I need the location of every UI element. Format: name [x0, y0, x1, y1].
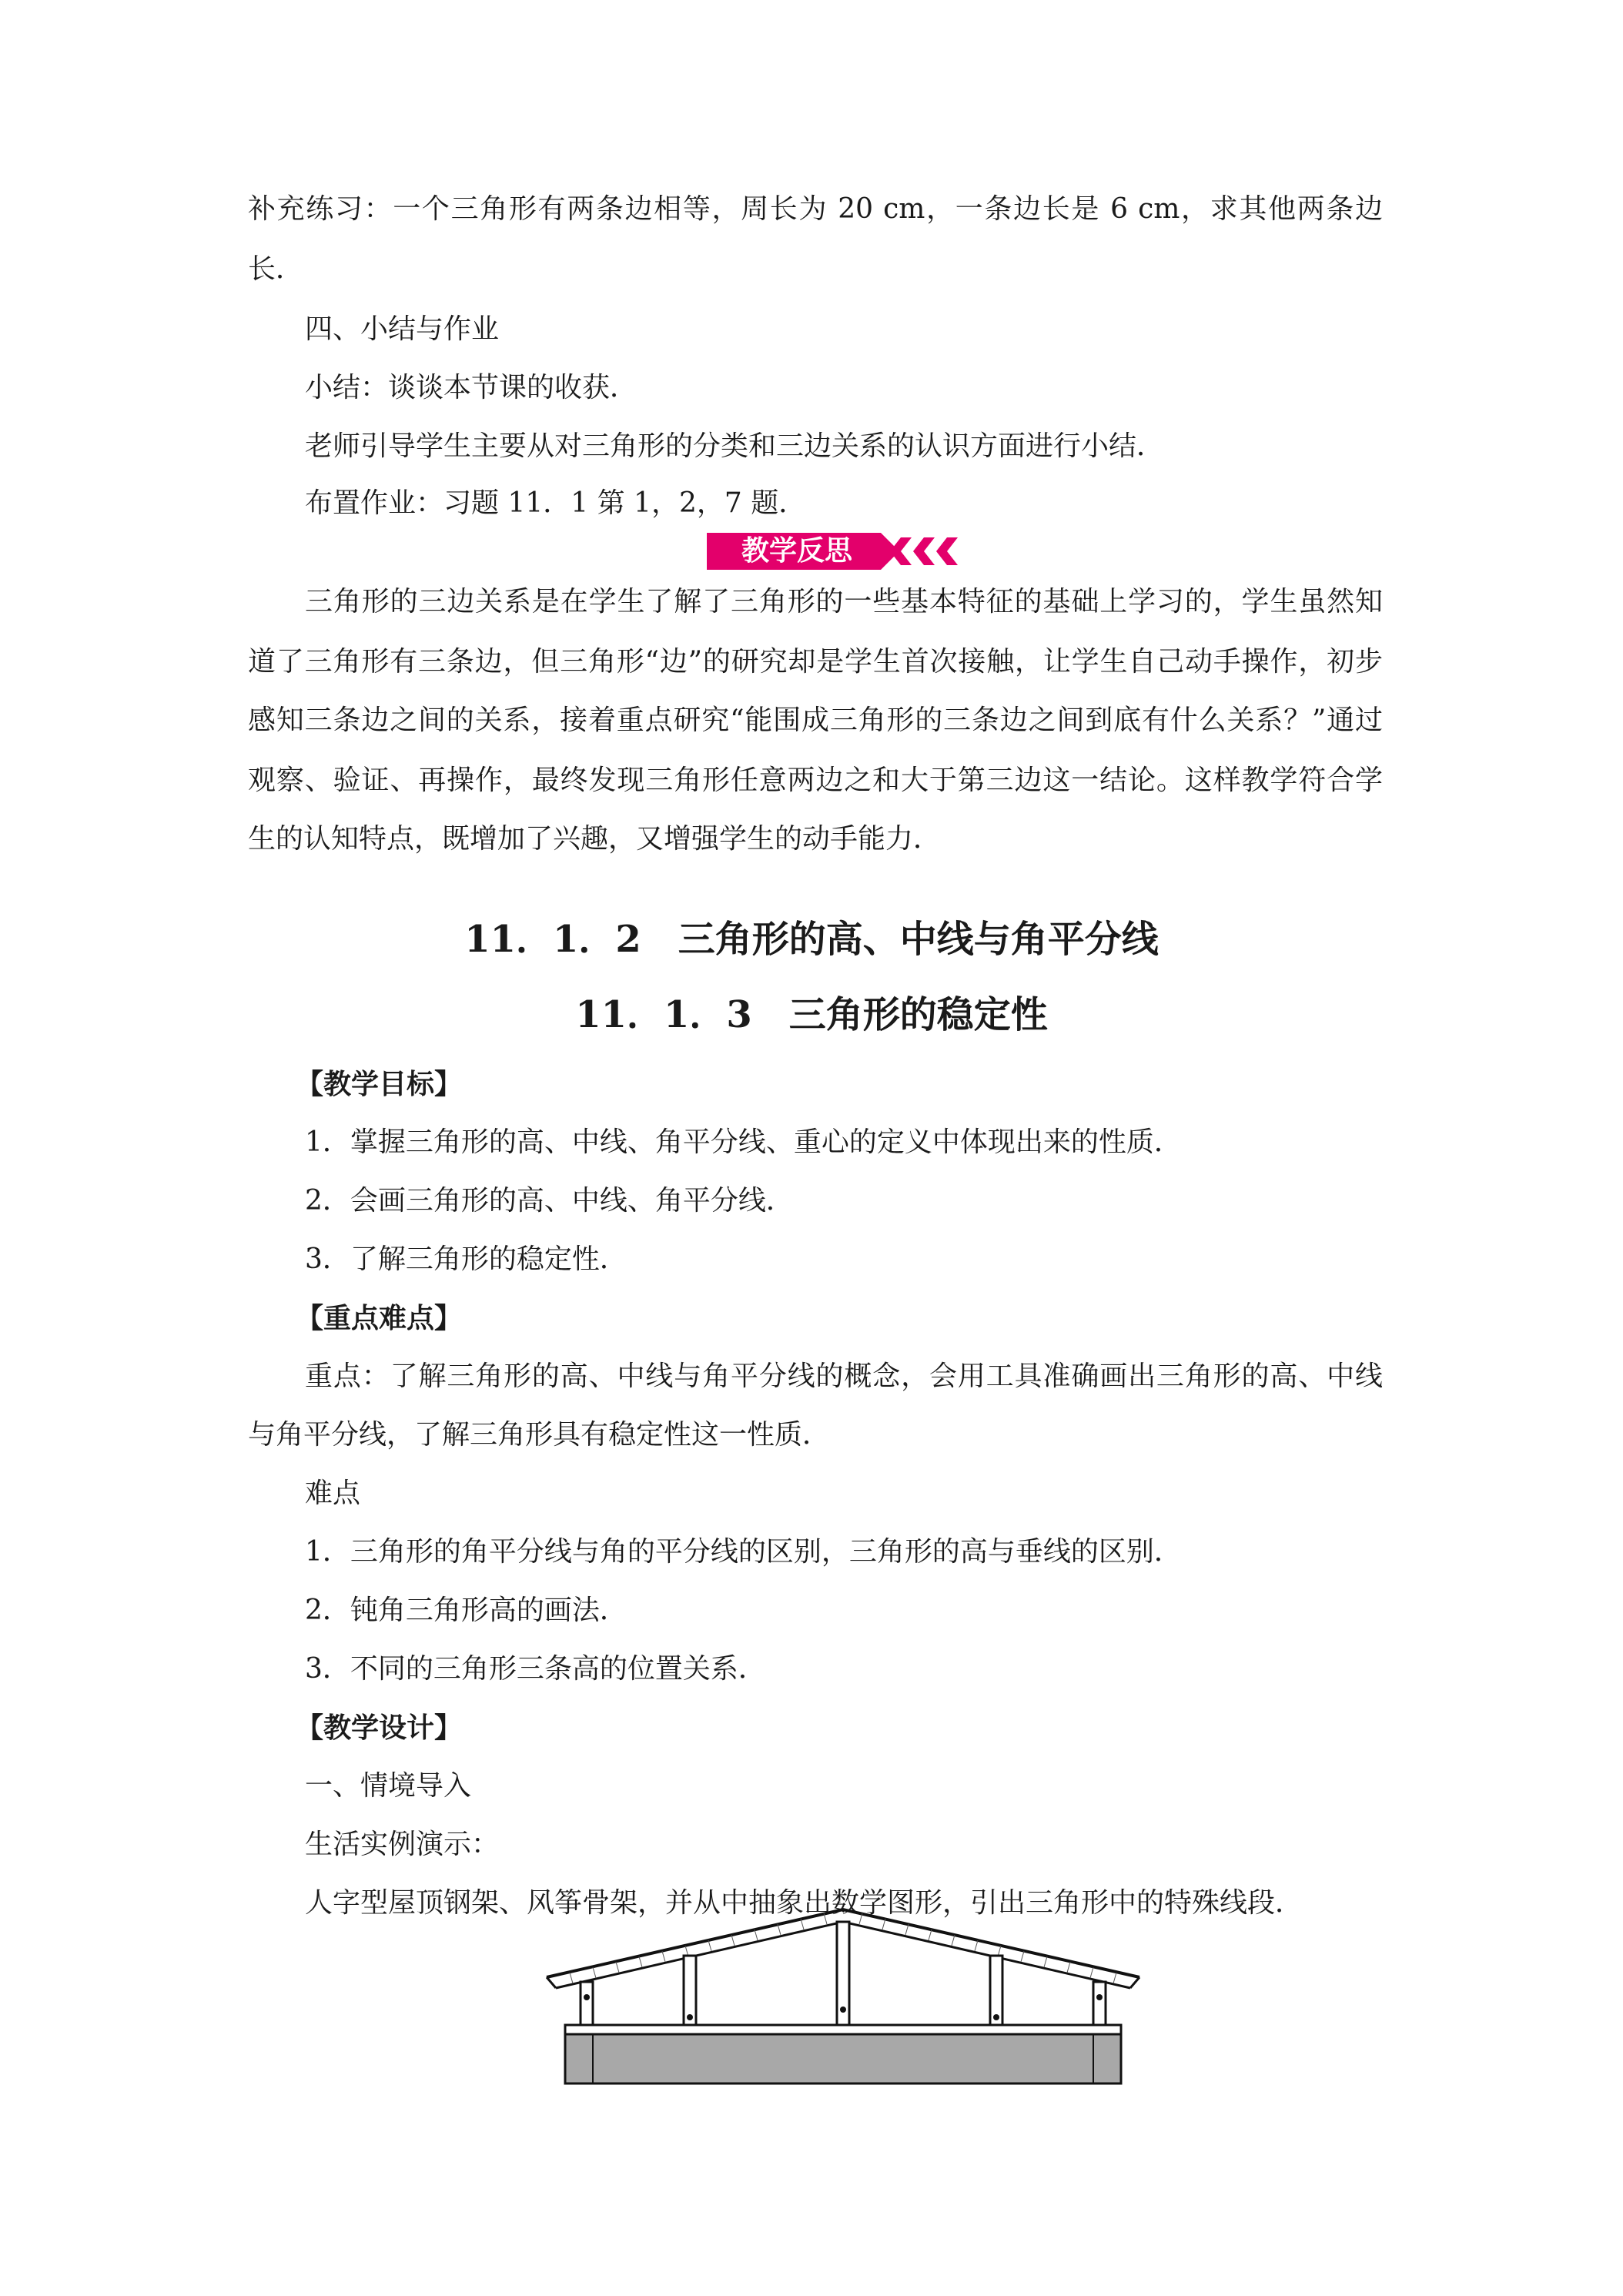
chevron-left-icon: [913, 537, 935, 565]
exercise-line-2: 长．: [248, 253, 304, 285]
section-summary-homework: 四、小结与作业: [305, 313, 500, 345]
teacher-guide-line: 老师引导学生主要从对三角形的分类和三边关系的认识方面进行小结．: [305, 430, 1165, 462]
difficulty-item-2: 2．钝角三角形高的画法．: [305, 1595, 627, 1626]
chevron-left-icon: [936, 537, 958, 565]
key-point-line-2: 与角平分线，了解三角形具有稳定性这一性质．: [248, 1419, 831, 1451]
key-point-line-1: 重点：了解三角形的高、中线与角平分线的概念，会用工具准确画出三角形的高、中线: [305, 1361, 1383, 1392]
section-introduction: 一、情境导入: [305, 1770, 472, 1802]
reflection-line-1: 三角形的三边关系是在学生了解了三角形的一些基本特征的基础上学习的，学生虽然知: [305, 586, 1383, 618]
teaching-reflection-banner: [707, 530, 984, 573]
chevron-left-icon: [890, 537, 912, 565]
difficulty-heading: 难点: [305, 1478, 361, 1509]
reflection-line-5: 生的认知特点，既增加了兴趣，又增强学生的动手能力．: [248, 823, 942, 855]
goal-item-2: 2．会画三角形的高、中线、角平分线．: [305, 1185, 794, 1217]
difficulty-item-3: 3．不同的三角形三条高的位置关系．: [305, 1653, 766, 1685]
reflection-line-3: 感知三条边之间的关系，接着重点研究“能围成三角形的三条边之间到底有什么关系？”通过: [248, 705, 1383, 736]
teaching-goals-heading: 【教学目标】: [296, 1068, 463, 1100]
roof-truss-text: 人字型屋顶钢架、风筝骨架，并从中抽象出数学图形，引出三角形中的特殊线段．: [305, 1887, 1303, 1919]
teaching-design-heading: 【教学设计】: [296, 1712, 463, 1744]
demo-line: 生活实例演示：: [305, 1829, 500, 1860]
homework-line: 布置作业：习题 11．1 第 1，2，7 题．: [305, 487, 807, 519]
section-title-1: 11．1．2 三角形的高、中线与角平分线: [464, 918, 1159, 961]
key-points-heading: 【重点难点】: [296, 1302, 463, 1334]
summary-line: 小结：谈谈本节课的收获．: [305, 372, 638, 403]
goal-item-3: 3．了解三角形的稳定性．: [305, 1243, 627, 1275]
reflection-line-4: 观察、验证、再操作，最终发现三角形任意两边之和大于第三边这一结论。这样教学符合学: [248, 765, 1383, 796]
difficulty-item-1: 1．三角形的角平分线与角的平分线的区别，三角形的高与垂线的区别．: [305, 1536, 1182, 1568]
goal-item-1: 1．掌握三角形的高、中线、角平分线、重心的定义中体现出来的性质．: [305, 1126, 1182, 1158]
banner-label: 教学反思: [741, 535, 852, 567]
exercise-line-1: 补充练习：一个三角形有两条边相等，周长为 20 cm，一条边长是 6 cm，求其他两条边: [248, 193, 1383, 225]
roof-truss-figure: [539, 1902, 1147, 2087]
section-title-2: 11．1．3 三角形的稳定性: [575, 993, 1048, 1036]
roof-truss-drawing: [539, 1902, 1147, 2087]
reflection-line-2: 道了三角形有三条边，但三角形“边”的研究却是学生首次接触，让学生自己动手操作，初步: [248, 646, 1383, 678]
